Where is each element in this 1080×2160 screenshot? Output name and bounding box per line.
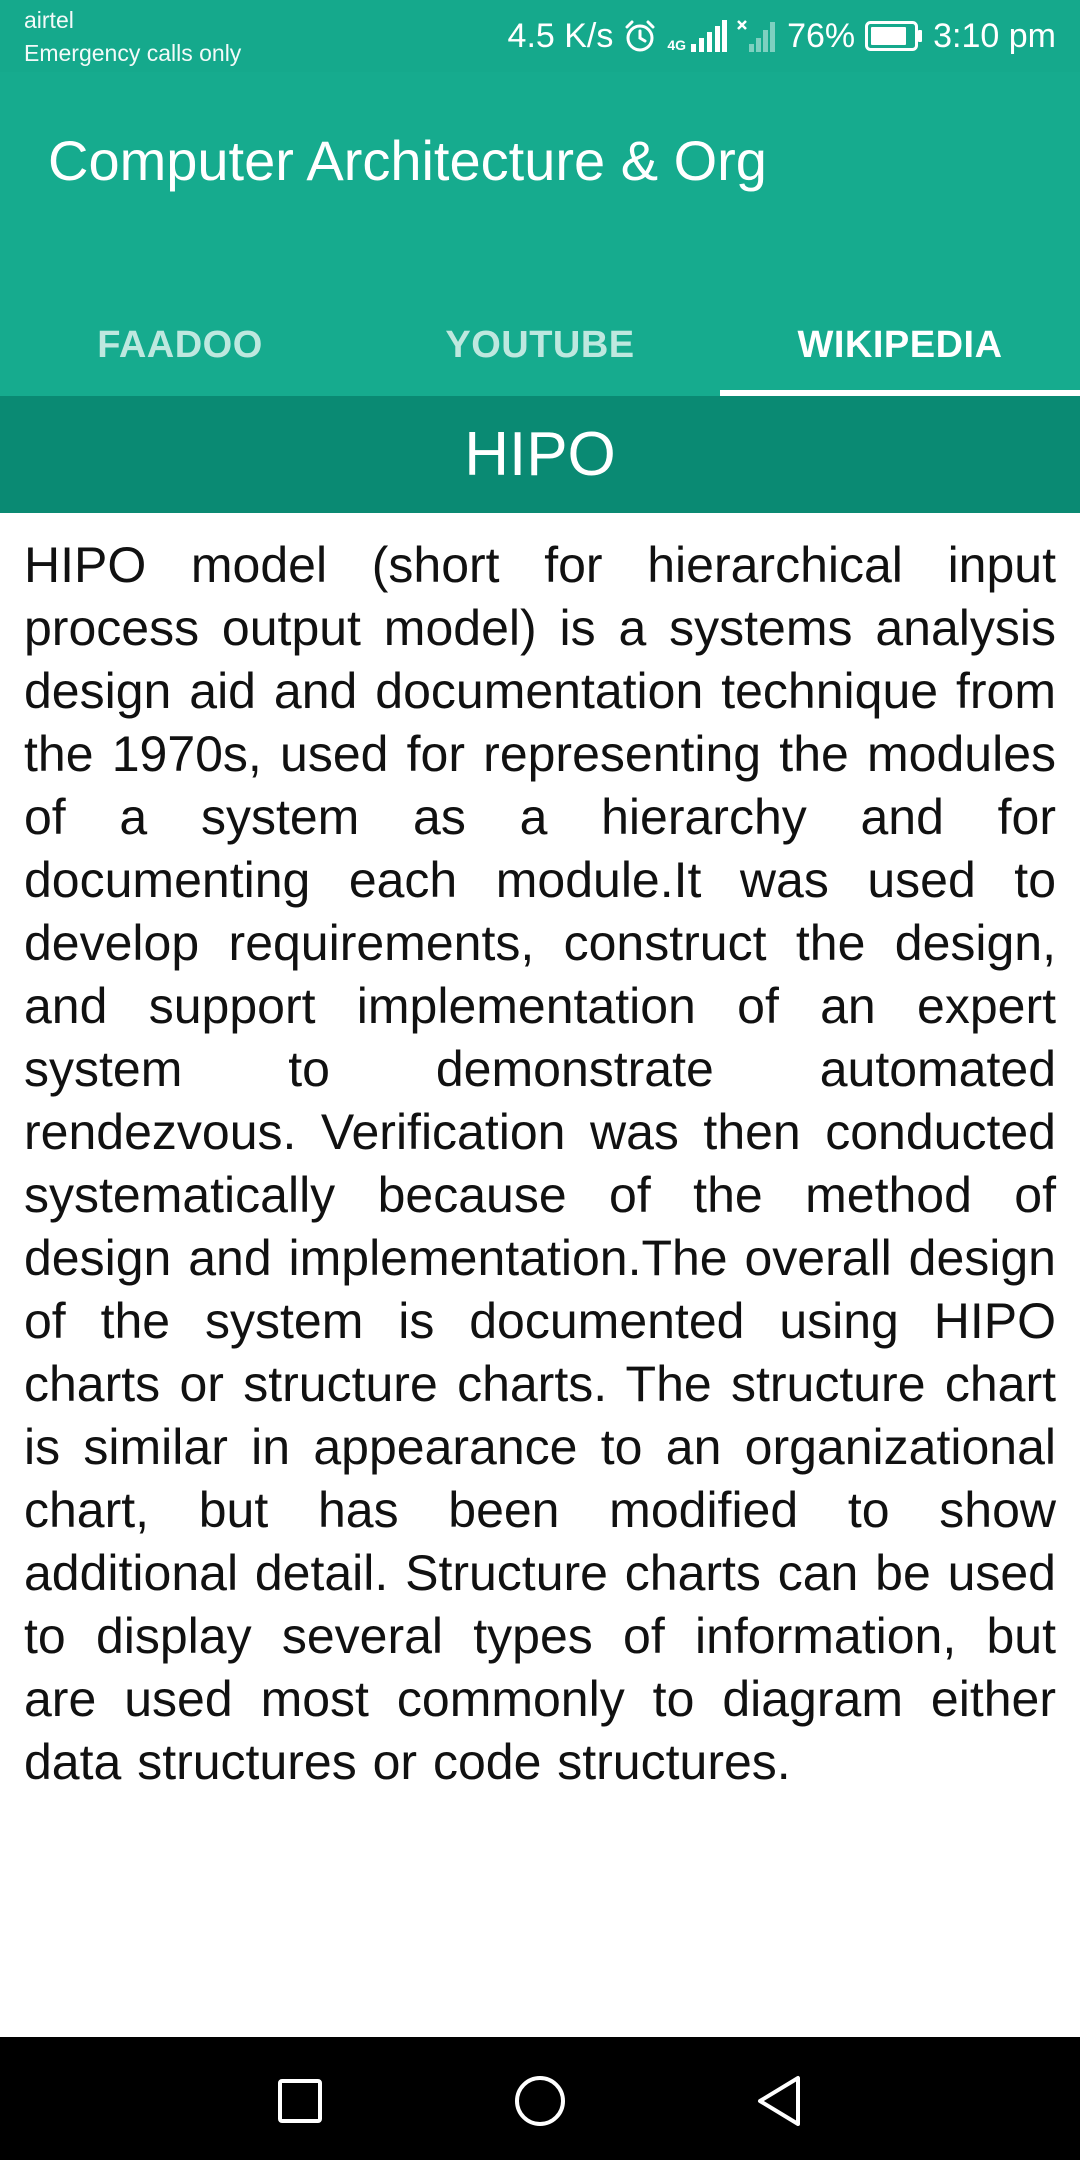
navigation-bar [0, 2037, 1080, 2160]
network-speed: 4.5 K/s [507, 16, 614, 55]
signal-4g-icon [667, 20, 727, 52]
article-text: HIPO model (short for hierarchical input process output model) is a systems analysis design aid and documentation technique from the 1970s, used for representing the modules of a system as a hierarchy and for documenting each module.It was used to develop requirements, construct the design, and support implementation of an expert system to demonstrate automated rendezvous. Verification was then conducted systematically because of the method of design and implementation.The overall design of the system is documented using HIPO charts or structure charts. The structure chart is similar in appearance to an organizational chart, but has been modified to show additional detail. Structure charts can be used to display several types of information, but are used most commonly to diagram either data structures or code structures. [24, 537, 1056, 1790]
app-bar [0, 72, 1080, 396]
network-type-label: 4G [667, 37, 687, 53]
recent-apps-icon[interactable] [272, 2073, 328, 2129]
tab-bar [0, 294, 1080, 396]
tab-wikipedia[interactable] [720, 294, 1080, 396]
home-icon[interactable] [512, 2073, 568, 2129]
carrier-status: Emergency calls only [24, 40, 242, 66]
clock: 3:10 pm [933, 16, 1056, 55]
tab-youtube[interactable] [360, 294, 720, 396]
battery-percent: 76% [787, 16, 856, 55]
signal-no-service-icon [737, 20, 777, 52]
alarm-icon [623, 19, 657, 53]
section-title: HIPO [464, 420, 616, 489]
tab-label: YOUTUBE [445, 323, 635, 366]
back-icon[interactable] [752, 2073, 808, 2129]
tab-label: FAADOO [97, 323, 263, 366]
section-header [0, 396, 1080, 513]
status-indicators [508, 14, 1056, 58]
tab-label: WIKIPEDIA [797, 323, 1003, 366]
battery-icon [865, 21, 923, 51]
app-title: Computer Architecture & Org [48, 129, 767, 192]
status-bar [0, 0, 1080, 72]
tab-faadoo[interactable] [0, 294, 360, 396]
carrier-name: airtel [24, 7, 74, 33]
